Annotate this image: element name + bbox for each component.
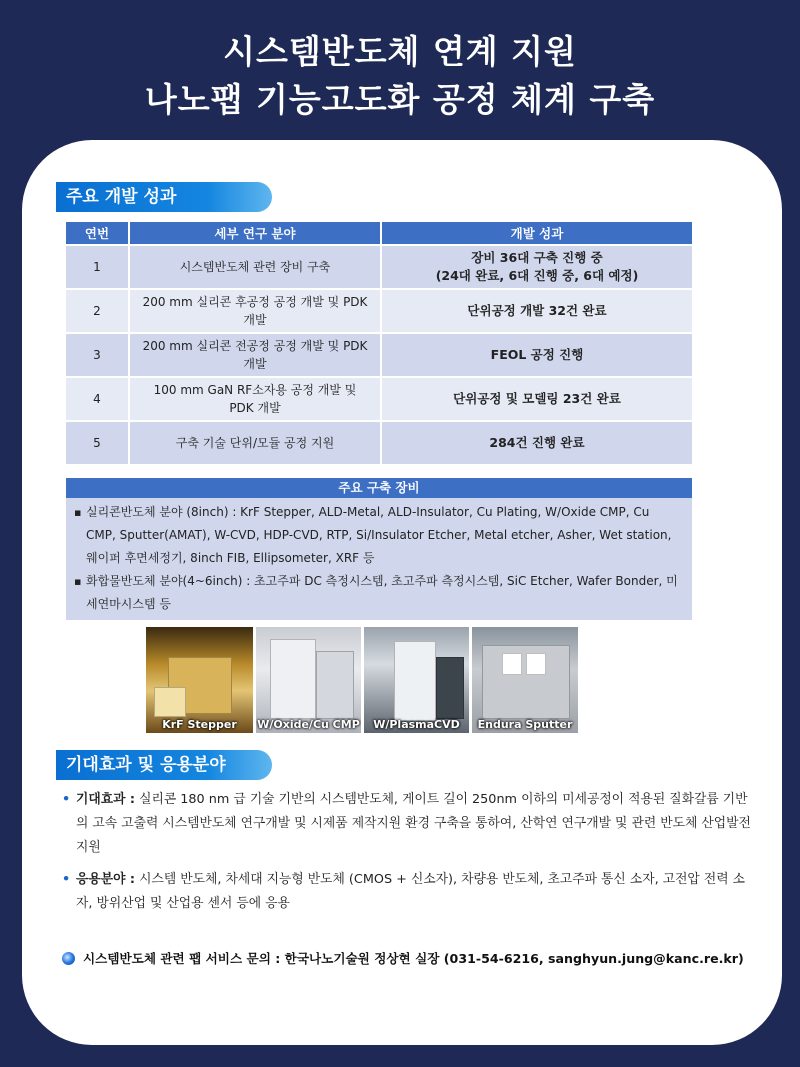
photo-caption: Endura Sputter — [477, 718, 573, 731]
table-row — [66, 246, 692, 288]
row-no: 3 — [66, 334, 130, 376]
row-field: 시스템반도체 관련 장비 구축 — [130, 246, 382, 288]
bullet-icon: • — [62, 872, 71, 887]
row-result: 단위공정 개발 32건 완료 — [382, 290, 692, 332]
bullet-icon: • — [62, 792, 71, 807]
row-result-line: (24대 완료, 6대 진행 중, 6대 예정) — [435, 268, 639, 283]
row-no: 4 — [66, 378, 130, 420]
effects-list — [62, 788, 752, 924]
header-field: 세부 연구 분야 — [130, 222, 382, 244]
row-field — [130, 334, 382, 376]
photo-caption: KrF Stepper — [162, 718, 237, 731]
row-field — [130, 378, 382, 420]
row-no: 2 — [66, 290, 130, 332]
photo-krf-stepper — [146, 627, 253, 733]
equipment-list — [66, 498, 692, 620]
photo-caption: W/Oxide/Cu CMP — [257, 718, 360, 731]
equipment-item-compound: ▪ 화합물반도체 분야(4~6inch) : 초고주파 DC 측정시스템, 초고주파 측정시스템, SiC Etcher, Wafer Bonder, 미세연마시스템 등 — [74, 570, 682, 616]
row-field-line: 개발 — [243, 313, 267, 327]
effect-label: 응용분야 : — [76, 872, 136, 887]
row-result: 단위공정 및 모델링 23건 완료 — [382, 378, 692, 420]
photo-endura-sputter — [472, 627, 578, 733]
row-result-line: 장비 36대 구축 진행 중 — [471, 250, 603, 265]
photo-plasma-cvd — [364, 627, 469, 733]
row-field: 구축 기술 단위/모듈 공정 지원 — [130, 422, 382, 464]
row-field-line: PDK 개발 — [229, 401, 281, 415]
table-row — [66, 422, 692, 464]
contact-text: 시스템반도체 관련 팹 서비스 문의 : 한국나노기술원 정상현 실장 (031-54-6216, sanghyun.jung@kanc.re.kr) — [83, 951, 744, 966]
effect-label: 기대효과 : — [76, 792, 136, 807]
table-row — [66, 378, 692, 420]
content-card — [22, 140, 782, 1045]
row-result — [382, 246, 692, 288]
row-no: 1 — [66, 246, 130, 288]
table-row — [66, 334, 692, 376]
header-result: 개발 성과 — [382, 222, 692, 244]
equipment-header: 주요 구축 장비 — [66, 478, 692, 498]
equipment-photos — [146, 627, 578, 733]
row-field-line: 200 mm 실리콘 후공정 공정 개발 및 PDK — [142, 295, 368, 309]
page-title — [0, 28, 800, 124]
equipment-item-silicon: ▪ 실리콘반도체 분야 (8inch) : KrF Stepper, ALD-Metal, ALD-Insulator, Cu Plating, W/Oxide CMP, Cu CMP, Sputter(AMAT), W-CVD, HDP-CVD, RTP, Si/Insulator Etcher, Metal etcher, Asher, Wet station, 웨이퍼 후면세정기, 8inch FIB, Ellipsometer, XRF 등 — [74, 501, 682, 570]
contact-info — [62, 948, 762, 967]
title-line-2: 나노팹 기능고도화 공정 체계 구축 — [144, 80, 656, 119]
table-row — [66, 290, 692, 332]
row-result: 284건 진행 완료 — [382, 422, 692, 464]
effect-item-application — [62, 868, 752, 916]
results-section-title: 주요 개발 성과 — [56, 182, 272, 212]
row-no: 5 — [66, 422, 130, 464]
row-field — [130, 290, 382, 332]
photo-caption: W/PlasmaCVD — [373, 718, 460, 731]
results-table — [66, 220, 692, 466]
globe-bullet-icon — [62, 952, 75, 965]
effect-text: 시스템 반도체, 차세대 지능형 반도체 (CMOS + 신소자), 차량용 반도체, 초고주파 통신 소자, 고전압 전력 소자, 방위산업 및 산업용 센서 등에 응용 — [76, 872, 746, 911]
photo-cmp — [256, 627, 361, 733]
row-result: FEOL 공정 진행 — [382, 334, 692, 376]
equipment-box — [66, 478, 692, 620]
effect-text: 실리콘 180 nm 급 기술 기반의 시스템반도체, 게이트 길이 250nm 이하의 미세공정이 적용된 질화갈륨 기반의 고속 고출력 시스템반도체 연구개발 및 시제품 제작지원 환경 구축을 통하여, 산학연 연구개발 및 관련 반도체 산업발전 지원 — [76, 792, 751, 855]
effects-section-title: 기대효과 및 응용분야 — [56, 750, 272, 780]
row-field-line: 100 mm GaN RF소자용 공정 개발 및 — [153, 383, 357, 397]
row-field-line: 200 mm 실리콘 전공정 공정 개발 및 PDK — [142, 339, 368, 353]
header-no: 연번 — [66, 222, 130, 244]
table-header-row — [66, 222, 692, 244]
effect-item-expected — [62, 788, 752, 860]
title-line-1: 시스템반도체 연계 지원 — [223, 32, 577, 71]
row-field-line: 개발 — [243, 357, 267, 371]
